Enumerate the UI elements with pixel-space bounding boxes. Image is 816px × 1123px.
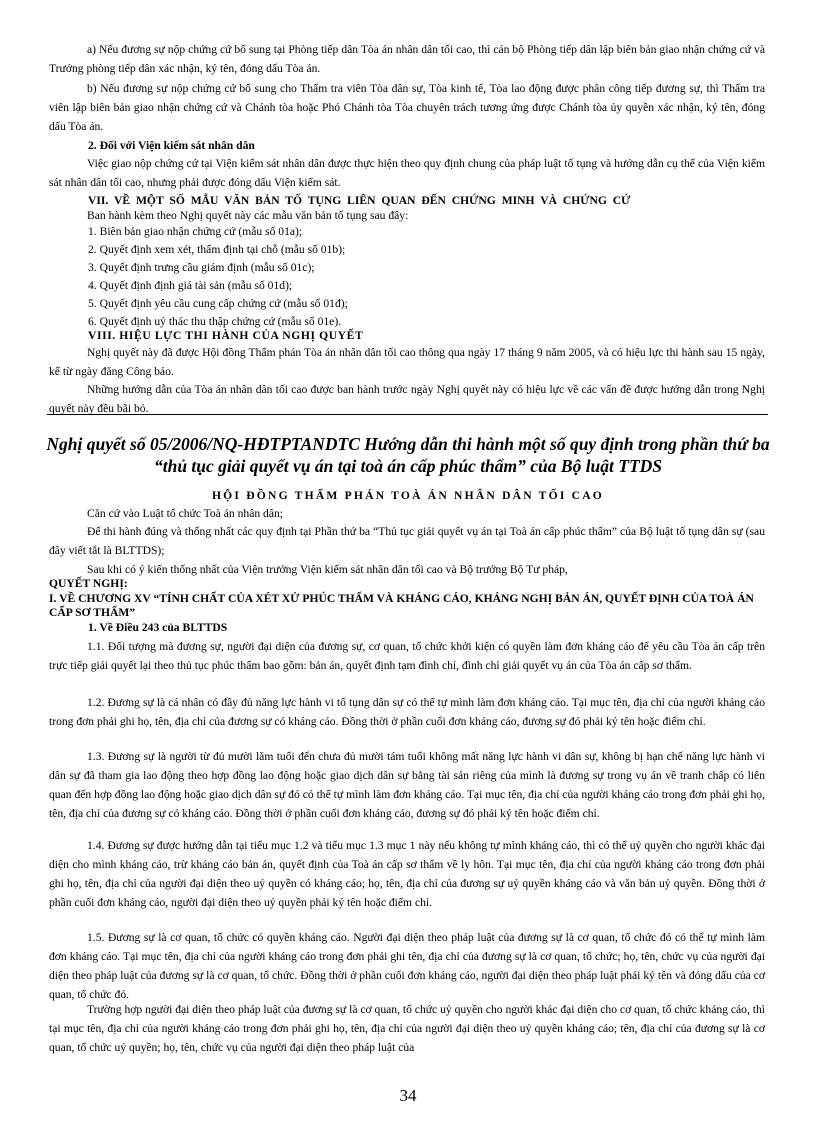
paragraph-last: Trường hợp người đại diện theo pháp luật của đương sự là cơ quan, tổ chức uỷ quyền cho người khác đại diện cho cơ quan, tổ chức kháng cáo, thì tại mục tên, địa chỉ của người kháng cáo trong đơn phải ghi họ, tên, địa chỉ của người đại diện theo uỷ quyền kháng cáo; tên, địa chỉ của đương sự là cơ quan, tổ chức uỷ quyền; họ, tên, chức vụ của người đại diện theo pháp luật của xyxy=(49,1003,765,1054)
paragraph-1-4: 1.4. Đương sự được hướng dẫn tại tiểu mục 1.2 và tiểu mục 1.3 mục 1 này nếu không tự mình kháng cáo, thì có thể uỷ quyền cho người khác đại diện cho mình kháng cáo, trừ kháng cáo bản án, quyết định của Toà án cấp sơ thẩm về ly hôn. Tại mục tên, địa chỉ của người kháng cáo trong đơn phải ghi họ, tên, địa chỉ của người đại diện theo uỷ quyền có kháng cáo; họ, tên, địa chỉ của đương sự uỷ quyền kháng cáo và văn bản uỷ quyền. Đồng thời ở phần cuối đơn kháng cáo, người đại diện theo uỷ quyền phải ký tên hoặc điểm chỉ. xyxy=(49,839,765,909)
paragraph-section-vii-intro: Ban hành kèm theo Nghị quyết này các mẫu văn bản tố tụng sau đây: xyxy=(87,209,409,222)
form-list-item: 1. Biên bản giao nhận chứng cứ (mẫu số 01a); xyxy=(88,225,303,238)
article-heading: 1. Về Điều 243 của BLTTDS xyxy=(88,621,228,634)
heading-section-2: 2. Đối với Viện kiểm sát nhân dân xyxy=(88,139,255,152)
heading-section-vii: VII. VỀ MỘT SỐ MẪU VĂN BẢN TỐ TỤNG LIÊN QUAN ĐẾN CHỨNG MINH VÀ CHỨNG CỨ xyxy=(88,194,631,207)
form-list-item: 2. Quyết định xem xét, thẩm định tại chỗ (mẫu số 01b); xyxy=(88,243,346,256)
paragraph-part-a: a) Nếu đương sự nộp chứng cứ bổ sung tại Phòng tiếp dân Tòa án nhân dân tối cao, thì cán bộ Phòng tiếp dân lập biên bản giao nhận chứng cứ và Trưởng phòng tiếp dân xác nhận, ký tên, đóng dấu Tòa án. xyxy=(49,43,765,75)
basis-line-1: Căn cứ vào Luật tổ chức Toà án nhân dân; xyxy=(87,507,284,520)
form-list-item: 5. Quyết định yêu cầu cung cấp chứng cứ (mẫu số 01đ); xyxy=(88,297,348,310)
council-heading: HỘI ĐỒNG THẨM PHÁN TOÀ ÁN NHÂN DÂN TỐI CAO xyxy=(211,489,605,502)
form-list-item: 6. Quyết định uỷ thác thu thập chứng cứ (mẫu số 01e). xyxy=(88,315,342,328)
section-divider xyxy=(47,414,768,415)
paragraph-section-viii-2: Những hướng dẫn của Tòa án nhân dân tối cao được ban hành trước ngày Nghị quyết này có hiệu lực về các vấn đề được hướng dẫn trong Nghị quyết này đều bãi bỏ. xyxy=(49,383,765,415)
paragraph-section-viii-1: Nghị quyết này đã được Hội đồng Thẩm phán Tòa án nhân dân tối cao thông qua ngày 17 tháng 9 năm 2005, và có hiệu lực thi hành sau 15 ngày, kể từ ngày đăng Công báo. xyxy=(49,346,765,378)
form-list-item: 3. Quyết định trưng cầu giám định (mẫu số 01c); xyxy=(88,261,315,274)
page-number: 34 xyxy=(399,1086,417,1105)
paragraph-1-2: 1.2. Đương sự là cá nhân có đầy đủ năng lực hành vi tố tụng dân sự có thể tự mình làm đơn kháng cáo. Tại mục tên, địa chỉ của người kháng cáo trong đơn phải ghi họ, tên, địa chỉ của đương sự có kháng cáo. Đồng thời ở phần cuối đơn kháng cáo, đương sự đó phải ký tên hoặc điểm chỉ. xyxy=(49,696,765,728)
paragraph-1-1: 1.1. Đối tượng mà đương sự, người đại diện của đương sự, cơ quan, tổ chức khởi kiện có quyền làm đơn kháng cáo để yêu cầu Tòa án cấp trên trực tiếp giải quyết lại theo thủ tục phúc thẩm bao gồm: bản án, quyết định tạm đình chỉ, đình chỉ giải quyết vụ án của Tòa án cấp sơ thẩm. xyxy=(49,640,765,672)
chapter-heading: I. VỀ CHƯƠNG XV “TÍNH CHẤT CỦA XÉT XỬ PHÚC THẨM VÀ KHÁNG CÁO, KHÁNG NGHỊ BẢN ÁN, QUYẾT ĐỊNH CỦA TOÀ ÁN CẤP SƠ THẨM” xyxy=(49,592,754,619)
paragraph-section-2: Việc giao nộp chứng cứ tại Viện kiểm sát nhân dân được thực hiện theo quy định chung của pháp luật tố tụng và hướng dẫn cụ thể của Viện kiểm sát nhân dân tối cao, nhưng phải được đóng dấu Viện kiểm sát. xyxy=(49,157,765,189)
paragraph-part-b: b) Nếu đương sự nộp chứng cứ bổ sung cho Thẩm tra viên Tòa dân sự, Tòa kinh tế, Tòa lao động được phân công tiếp đương sự, thì Thẩm tra viên lập biên bản giao nhận chứng cứ và Chánh tòa hoặc Phó Chánh tòa Tòa chuyên trách tương ứng được Chánh tòa ủy quyền xác nhận, ký tên, đóng dấu Tòa án. xyxy=(49,82,765,133)
decision-heading: QUYẾT NGHỊ: xyxy=(49,577,128,590)
paragraph-1-5: 1.5. Đương sự là cơ quan, tổ chức có quyền kháng cáo. Người đại diện theo pháp luật của đương sự là cơ quan, tổ chức đó có thể tự mình làm đơn kháng cáo. Tại mục tên, địa chỉ của người kháng cáo trong đơn phải ghi tên, địa chỉ của đương sự là cơ quan, tổ chức; họ, tên, chức vụ của người đại diện theo pháp luật của đương sự là cơ quan, tổ chức. Đồng thời ở phần cuối đơn kháng cáo, người đại diện theo pháp luật phải ký tên và đóng dấu của cơ quan, tổ chức đó. xyxy=(49,931,765,1001)
resolution-title: Nghị quyết số 05/2006/NQ-HĐTPTANDTC Hướng dẫn thi hành một số quy định trong phần thứ ba “thủ tục giải quyết vụ án tại toà án cấp phúc thẩm” của Bộ luật TTDS xyxy=(46,434,770,476)
basis-line-2: Để thi hành đúng và thống nhất các quy định tại Phần thứ ba “Thủ tục giải quyết vụ án tại Toà án cấp phúc thẩm” của Bộ luật tố tụng dân sự (sau đây viết tắt là BLTTDS); xyxy=(49,525,765,557)
paragraph-1-3: 1.3. Đương sự là người từ đủ mười lăm tuổi đến chưa đủ mười tám tuổi không mất năng lực hành vi dân sự, không bị hạn chế năng lực hành vi dân sự đã tham gia lao động theo hợp đồng lao động hoặc giao dịch dân sự bằng tài sản riêng của mình là đương sự trong vụ án về tranh chấp có liên quan đến hợp đồng lao động hoặc giao dịch dân sự đó có thể tự mình làm đơn kháng cáo. Tại mục tên, địa chỉ của người kháng cáo trong đơn phải ghi họ, tên, địa chỉ của đương sự có kháng cáo. Đồng thời ở phần cuối đơn kháng cáo, đương sự đó phải ký tên hoặc điểm chỉ. xyxy=(49,750,765,820)
basis-line-3: Sau khi có ý kiến thống nhất của Viện trưởng Viện kiểm sát nhân dân tối cao và Bộ trưởng Bộ Tư pháp, xyxy=(87,563,568,576)
form-list-item: 4. Quyết định định giá tài sản (mẫu số 01d); xyxy=(88,279,293,292)
heading-section-viii: VIII. HIỆU LỰC THI HÀNH CỦA NGHỊ QUYẾT xyxy=(88,329,364,342)
